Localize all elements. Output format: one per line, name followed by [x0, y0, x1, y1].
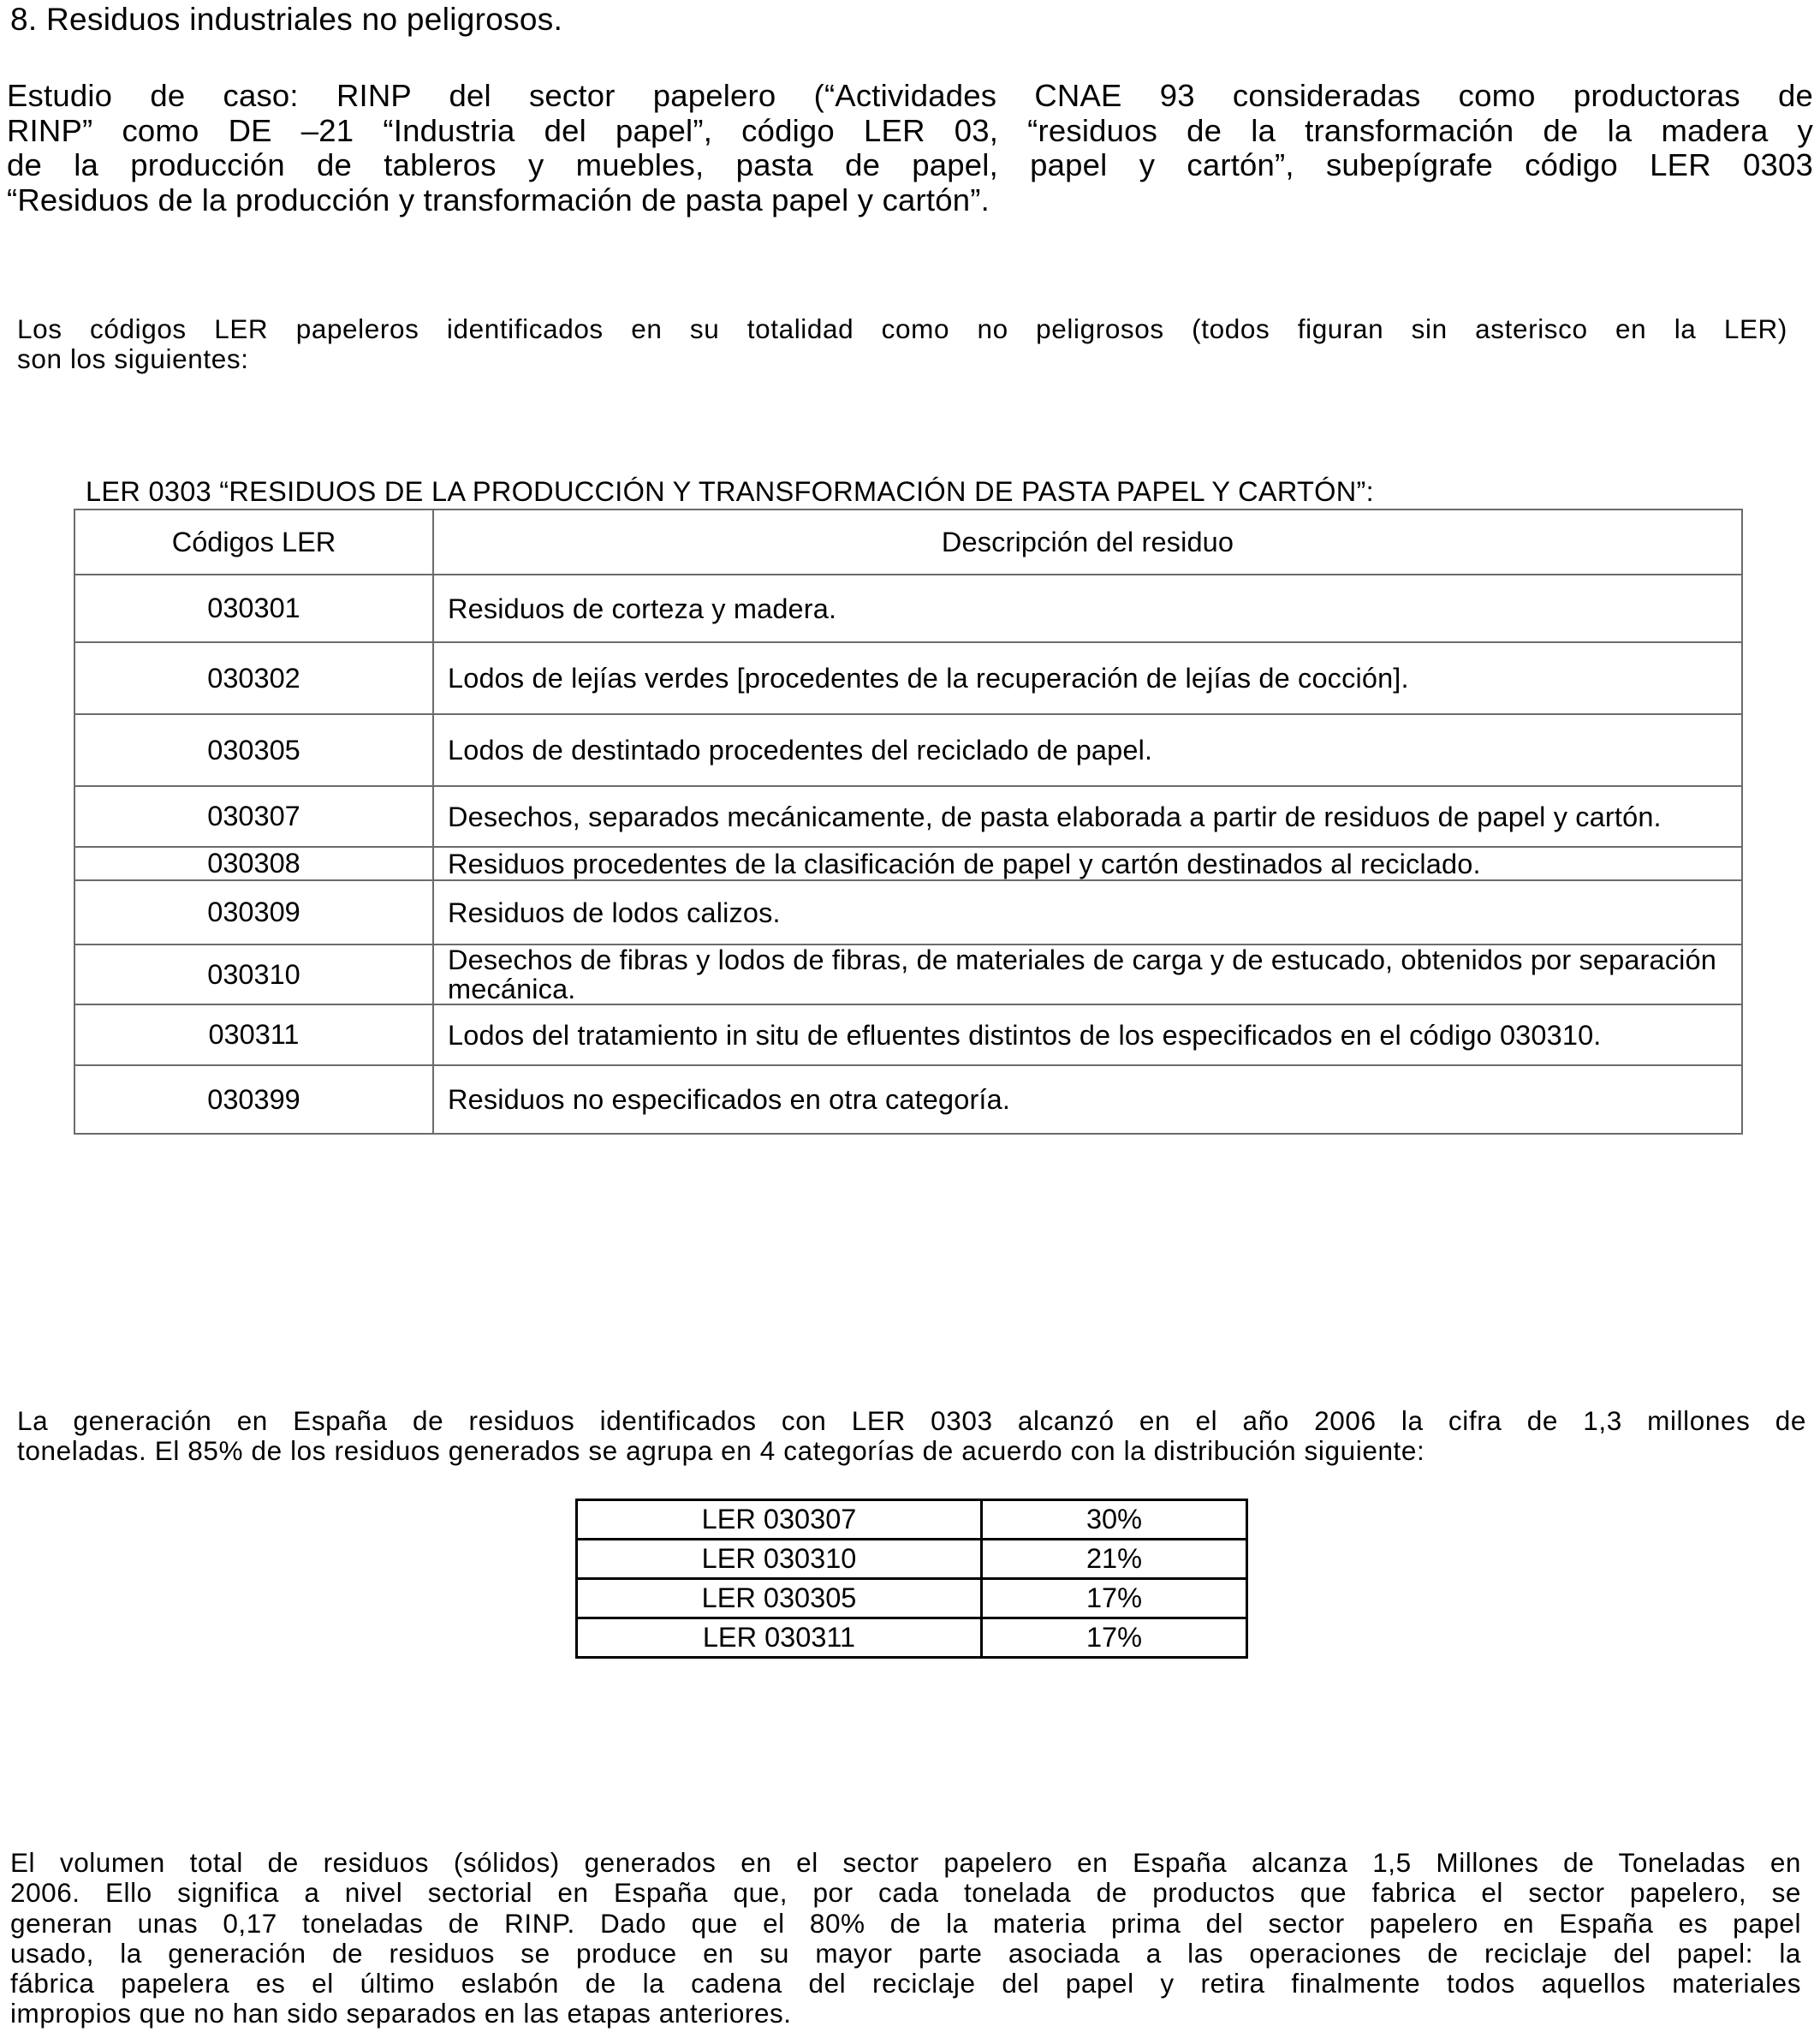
ler-code-cell: 030310	[74, 944, 433, 1004]
distribution-percent-cell: 17%	[982, 1618, 1247, 1658]
ler-code-cell: 030305	[74, 714, 433, 786]
ler-code-cell: 030307	[74, 786, 433, 847]
table-row	[74, 880, 1742, 944]
volume-paragraph	[10, 1848, 1801, 2029]
table-row	[74, 786, 1742, 847]
volume-line: impropios que no han sido separados en las etapas anteriores.	[10, 1998, 792, 2029]
ler-table-caption: LER 0303 “RESIDUOS DE LA PRODUCCIÓN Y TRANSFORMACIÓN DE PASTA PAPEL Y CARTÓN”:	[86, 476, 1374, 507]
distribution-percent-cell: 17%	[982, 1579, 1247, 1618]
ler-code-cell: 030302	[74, 642, 433, 714]
distribution-code-cell: LER 030310	[577, 1540, 982, 1579]
ler-code-cell: 030308	[74, 847, 433, 880]
ler-description-cell: Desechos, separados mecánicamente, de pasta elaborada a partir de residuos de papel y cartón.	[433, 786, 1742, 847]
section-heading: 8. Residuos industriales no peligrosos.	[10, 2, 563, 37]
ler-description-cell: Lodos de destintado procedentes del reciclado de papel.	[433, 714, 1742, 786]
table-header-row	[74, 509, 1742, 575]
table-row	[74, 575, 1742, 642]
ler-description-cell: Residuos de lodos calizos.	[433, 880, 1742, 944]
codes-intro-paragraph	[17, 314, 1787, 374]
volume-line: usado, la generación de residuos se produce en su mayor parte asociada a las operaciones de reciclaje del papel: la	[10, 1937, 1801, 1969]
ler-description-cell: Lodos del tratamiento in situ de efluentes distintos de los especificados en el código 030310.	[433, 1004, 1742, 1065]
volume-line: generan unas 0,17 toneladas de RINP. Dado que el 80% de la materia prima del sector papelero en España es papel	[10, 1907, 1801, 1939]
table-row	[74, 1004, 1742, 1065]
volume-line: fábrica papelera es el último eslabón de la cadena del reciclaje del papel y retira finalmente todos aquellos materiales	[10, 1968, 1801, 1999]
distribution-table	[575, 1499, 1248, 1659]
intro-line: de la producción de tableros y muebles, pasta de papel, papel y cartón”, subepígrafe código LER 0303	[7, 147, 1813, 182]
intro-line: RINP” como DE –21 “Industria del papel”, código LER 03, “residuos de la transformación de la madera y	[7, 112, 1813, 148]
ler-codes-table	[74, 509, 1743, 1135]
generation-line: La generación en España de residuos identificados con LER 0303 alcanzó en el año 2006 la cifra de 1,3 millones de	[17, 1405, 1806, 1436]
table-row	[74, 1065, 1742, 1134]
ler-code-cell: 030311	[74, 1004, 433, 1065]
table-row	[577, 1500, 1247, 1540]
ler-description-cell: Desechos de fibras y lodos de fibras, de materiales de carga y de estucado, obtenidos por separación mecánica.	[433, 944, 1742, 1004]
intro-line: Estudio de caso: RINP del sector papelero (“Actividades CNAE 93 consideradas como productoras de	[7, 78, 1813, 113]
codes-intro-line: son los siguientes:	[17, 343, 249, 374]
table-row	[74, 642, 1742, 714]
intro-line: “Residuos de la producción y transformación de pasta papel y cartón”.	[7, 182, 990, 218]
table-row	[74, 847, 1742, 880]
distribution-percent-cell: 21%	[982, 1540, 1247, 1579]
distribution-code-cell: LER 030305	[577, 1579, 982, 1618]
ler-code-cell: 030301	[74, 575, 433, 642]
distribution-percent-cell: 30%	[982, 1500, 1247, 1540]
distribution-code-cell: LER 030307	[577, 1500, 982, 1540]
column-header-codes: Códigos LER	[74, 509, 433, 575]
table-row	[577, 1579, 1247, 1618]
distribution-code-cell: LER 030311	[577, 1618, 982, 1658]
ler-description-cell: Residuos de corteza y madera.	[433, 575, 1742, 642]
table-row	[74, 944, 1742, 1004]
ler-description-cell: Lodos de lejías verdes [procedentes de la recuperación de lejías de cocción].	[433, 642, 1742, 714]
volume-line: El volumen total de residuos (sólidos) generados en el sector papelero en España alcanza 1,5 Millones de Toneladas en	[10, 1847, 1801, 1878]
intro-paragraph	[7, 79, 1813, 218]
ler-description-cell: Residuos no especificados en otra categoría.	[433, 1065, 1742, 1134]
volume-line: 2006. Ello significa a nivel sectorial en España que, por cada tonelada de productos que fabrica el sector papelero, se	[10, 1877, 1801, 1909]
column-header-description: Descripción del residuo	[433, 509, 1742, 575]
table-row	[577, 1540, 1247, 1579]
generation-paragraph	[17, 1406, 1806, 1466]
ler-code-cell: 030399	[74, 1065, 433, 1134]
table-row	[74, 714, 1742, 786]
generation-line: toneladas. El 85% de los residuos generados se agrupa en 4 categorías de acuerdo con la distribución siguiente:	[17, 1435, 1425, 1466]
codes-intro-line: Los códigos LER papeleros identificados en su totalidad como no peligrosos (todos figuran sin asterisco en la LER)	[17, 313, 1787, 344]
ler-description-cell: Residuos procedentes de la clasificación de papel y cartón destinados al reciclado.	[433, 847, 1742, 880]
table-row	[577, 1618, 1247, 1658]
ler-code-cell: 030309	[74, 880, 433, 944]
